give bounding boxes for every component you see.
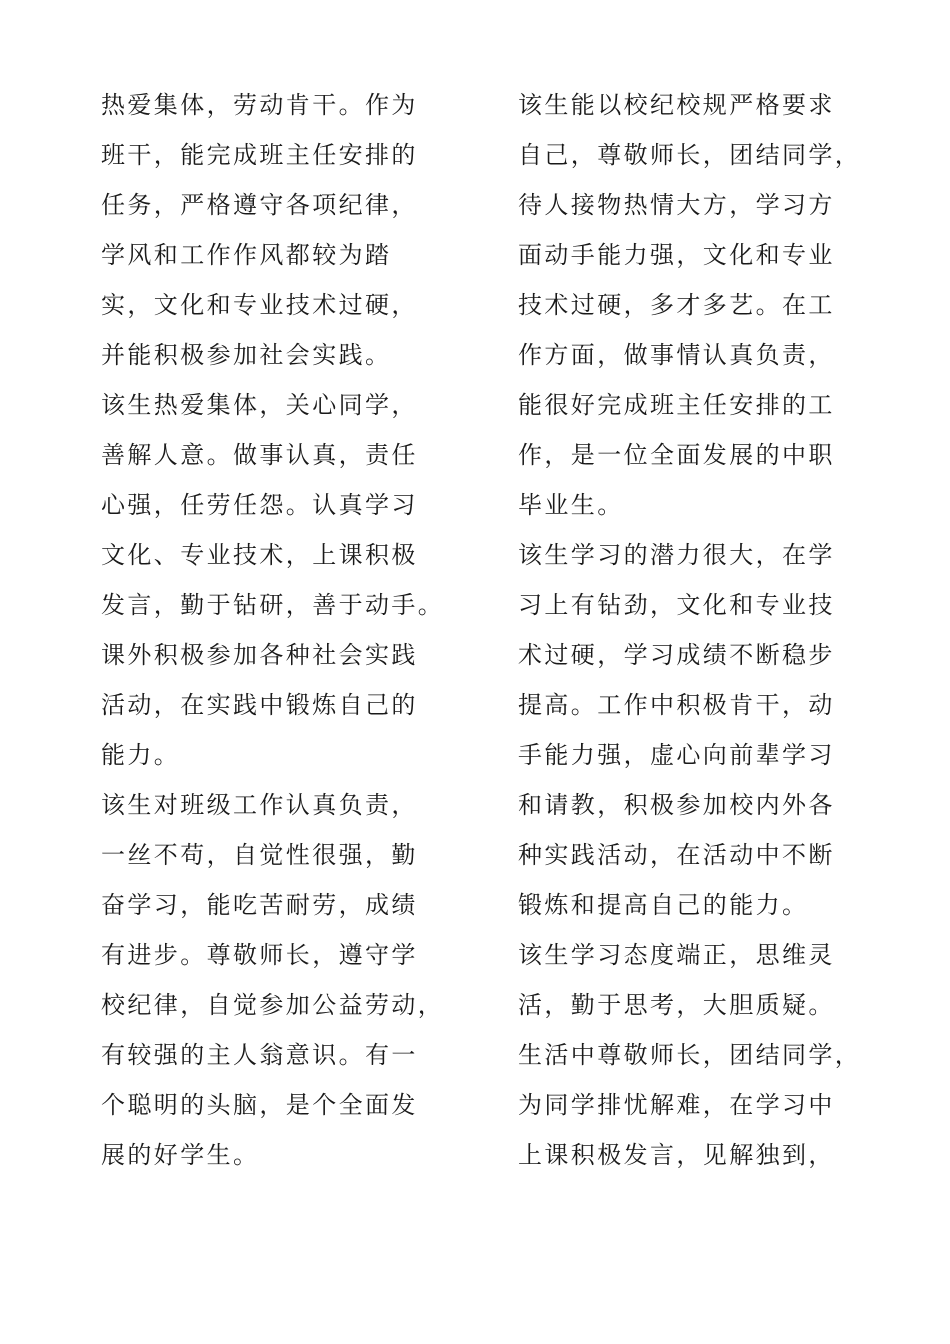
text-line: 心强，任劳任怨。认真学习 (101, 491, 418, 519)
text-line: 并能积极参加社会实践。 (101, 341, 392, 369)
text-line: 技术过硬，多才多艺。在工 (518, 291, 835, 319)
text-line: 术过硬，学习成绩不断稳步 (518, 641, 835, 669)
text-line: 有较强的主人翁意识。有一 (101, 1041, 418, 1069)
text-line: 该生对班级工作认真负责， (101, 791, 418, 819)
left-text-column (101, 80, 445, 1180)
text-line: 锻炼和提高自己的能力。 (518, 891, 809, 919)
text-line: 个聪明的头脑，是个全面发 (101, 1091, 418, 1119)
text-line: 班干，能完成班主任安排的 (101, 141, 418, 169)
text-line: 能很好完成班主任安排的工 (518, 391, 835, 419)
text-line: 作，是一位全面发展的中职 (518, 441, 835, 469)
text-line: 生活中尊敬师长，团结同学， (518, 1041, 862, 1069)
text-line: 善解人意。做事认真，责任 (101, 441, 418, 469)
text-line: 热爱集体，劳动肯干。作为 (101, 91, 418, 119)
text-line: 任务，严格遵守各项纪律， (101, 191, 418, 219)
text-line: 校纪律，自觉参加公益劳动， (101, 991, 445, 1019)
text-line: 一丝不苟，自觉性很强，勤 (101, 841, 418, 869)
text-line: 文化、专业技术，上课积极 (101, 541, 418, 569)
text-line: 活，勤于思考，大胆质疑。 (518, 991, 835, 1019)
text-line: 习上有钻劲，文化和专业技 (518, 591, 835, 619)
text-line: 该生热爱集体，关心同学， (101, 391, 418, 419)
text-line: 提高。工作中积极肯干，动 (518, 691, 835, 719)
text-line: 上课积极发言，见解独到， (518, 1141, 835, 1169)
text-line: 毕业生。 (518, 491, 624, 519)
text-line: 奋学习，能吃苦耐劳，成绩 (101, 891, 418, 919)
text-line: 能力。 (101, 741, 181, 769)
text-line: 实，文化和专业技术过硬， (101, 291, 418, 319)
text-line: 面动手能力强，文化和专业 (518, 241, 835, 269)
text-line: 活动，在实践中锻炼自己的 (101, 691, 418, 719)
text-line: 和请教，积极参加校内外各 (518, 791, 835, 819)
right-text-column (518, 80, 862, 1180)
text-line: 有进步。尊敬师长，遵守学 (101, 941, 418, 969)
text-line: 该生学习态度端正，思维灵 (518, 941, 835, 969)
text-line: 课外积极参加各种社会实践 (101, 641, 418, 669)
text-line: 发言，勤于钻研，善于动手。 (101, 591, 445, 619)
text-line: 该生学习的潜力很大，在学 (518, 541, 835, 569)
text-line: 种实践活动，在活动中不断 (518, 841, 835, 869)
text-line: 该生能以校纪校规严格要求 (518, 91, 835, 119)
text-line: 自己，尊敬师长，团结同学， (518, 141, 862, 169)
text-line: 作方面，做事情认真负责， (518, 341, 835, 369)
text-line: 展的好学生。 (101, 1141, 260, 1169)
text-line: 手能力强，虚心向前辈学习 (518, 741, 835, 769)
text-line: 为同学排忧解难，在学习中 (518, 1091, 835, 1119)
text-line: 学风和工作作风都较为踏 (101, 241, 392, 269)
text-line: 待人接物热情大方，学习方 (518, 191, 835, 219)
